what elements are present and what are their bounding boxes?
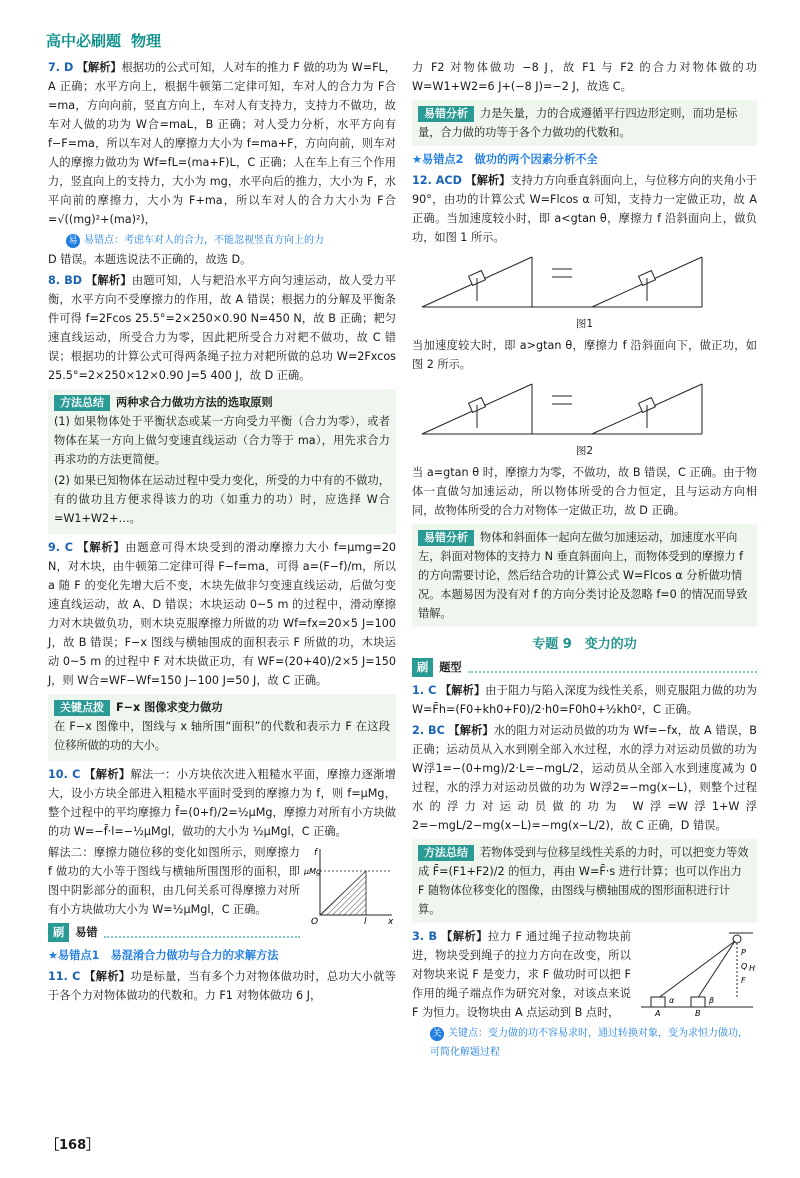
fig-label: α (669, 996, 675, 1005)
section-bar-types (412, 658, 757, 677)
box-label: 易错分析 (418, 530, 474, 546)
answer-text: 由题意可得木块受到的滑动摩擦力大小 f=μmg=20 N，对木块，由牛顿第二定律可得 F−f=ma，可得 a=(F−f)/m，所以 a 随 F 的变化先增大后不变，木块先做非匀变速直线运动，后做匀变速直线运动，故 A、D 错误；木块运动 0~5 m 的过程中，滑动摩擦力对木块做负功，则木块克服摩擦力所做的功 Wf=fx=20×5 J=100 J，故 B 错误；F−x 图线与横轴围成的面积表示 F 所做的功，木块运动 0~5 m 的过程中 F 对木块做正功，有 WF=(20+40)/2×5 J=150 J，则 W合=WF−Wf=150 J−100 J=50 J，故 C 正确。 (48, 541, 396, 687)
left-column (48, 58, 396, 1007)
tip-note: 易 易错点：考虑车对人的合力，不能忽视竖直方向上的力 (48, 231, 396, 250)
box-text: 物体和斜面体一起向左做匀加速运动，加速度水平向左，斜面对物体的支持力 N 垂直斜面向上，而物体受到的摩擦力 f 的方向需要讨论，然后结合功的计算公式 W=Flcos α 分析做功情况。本题易因为没有对 f 的方向分类讨论及忽略 f=0 的情况而导致错解。 (418, 531, 748, 620)
graph-x-tick: l (364, 917, 367, 927)
analysis-tag: 【解析】 (441, 930, 488, 943)
brush-label: 刷 (412, 658, 433, 677)
answer-number: 9. C (48, 541, 73, 554)
answer-7-conclusion: D 错误。本题选说法不正确的，故选 D。 (48, 253, 252, 266)
answer-number: 11. C (48, 970, 81, 983)
box-label: 易错分析 (418, 106, 474, 122)
analysis-tag: 【解析】 (465, 174, 511, 187)
analysis-tag: 【解析】 (85, 274, 132, 287)
subject-label: 物理 (131, 32, 162, 50)
answer-number: 2. BC (412, 724, 445, 737)
box-label: 方法总结 (418, 845, 474, 861)
box-heading: 两种求合力做功方法的选取原则 (116, 396, 273, 409)
analysis-tag: 【解析】 (439, 684, 486, 697)
answer-9 (48, 538, 396, 690)
page-number: ［168］ (46, 1138, 100, 1153)
answer-12 (412, 171, 757, 247)
fig-label: B (695, 1009, 701, 1018)
brush-label: 刷 (48, 923, 69, 942)
answer-7 (48, 58, 396, 229)
fig-label: F (741, 976, 746, 985)
key-note: 关 关键点：变力做的功不容易求时，通过转换对象，变为求恒力做功，可简化解题过程 (430, 1028, 748, 1058)
answer-text: 当 a=gtan θ 时，摩擦力为零，不做功，故 B 错误，C 正确。由于物体一直做匀加速运动，所以物体所受的合力恒定，且与运动方向相同，故物体所受的合力对物体一定做正功，故 D 正确。 (412, 466, 757, 517)
answer-text: 根据功的公式可知，人对车的推力 F 做的功为 W=FL，A 正确；水平方向上，根据牛顿第二定律可知，车对人的合力为 F合=ma，方向向前，竖直方向上，车对人有支持力，支持力不做功，故车对人做的功为 W合=maL，B 正确；对人受力分析，水平方向有 f−F=ma，所以车对人的摩擦力大小为 f=ma+F，方向向前，则车对人的摩擦力做功为 Wf=fL=(ma+F)L，C 正确；人在车上有三个作用力，竖直向上的支持力，大小为 mg，水平向后的推力，大小为 F，水平向前的摩擦力，大小为 F+ma，所以车对人的合力大小为 F合=√((mg)²+(ma)²)， (48, 61, 396, 226)
box-label: 方法总结 (54, 395, 110, 411)
box-text: (2) 如果已知物体在运动过程中受力变化，所受的力中有的不做功，有的做功且方便求得该力的功（如重力的功）时，应选择 W合=W1+W2+…。 (54, 474, 390, 525)
answer-text: 水的阻力对运动员做的功为 Wf=−fx，故 A 错误，B 正确；运动员从入水到刚全部入水过程，水的浮力对运动员做的功为 W浮1=−(0+mg)/2·L=−mgL/2，运动员从全部入水到速度减为 0 过程，水的浮力对运动员做的功为 W浮2=−mg(x−L)，则整个过程水的浮力对运动员做的功为 W浮=W浮1+W浮2=−mgL/2−mg(x−L)=−mg(x−L/2)，故 C 正确，D 错误。 (412, 724, 757, 832)
figure-caption: 图1 (575, 318, 594, 330)
analysis-tag: 【解析】 (84, 970, 131, 983)
method-summary-box (412, 839, 757, 923)
error-analysis-box (412, 524, 757, 627)
answer-3 (412, 927, 757, 1062)
box-text: (1) 如果物体处于平衡状态或某一方向受力平衡（合力为零），或者物体在某一方向上做匀变速直线运动（合力等于 ma），用先求合力再求功的方法更简便。 (54, 415, 390, 466)
box-text: 若物体受到与位移呈线性关系的力时，可以把变力等效成 F̄=(F1+F2)/2 的恒力，再由 W=F̄·s 进行计算；也可以作出力 F 随物体位移变化的图像，由图线与横轴围成的图形面积进行计算。 (418, 846, 749, 916)
graph-origin: O (311, 917, 319, 927)
answer-number: 3. B (412, 930, 437, 943)
answer-text: 当加速度较大时，即 a>gtan θ，摩擦力 f 沿斜面向下，做正功，如图 2 所示。 (412, 339, 757, 371)
friction-displacement-graph (306, 845, 396, 925)
key-icon: 关 (430, 1027, 444, 1041)
right-column (412, 58, 757, 1062)
answer-11-continued: 力 F2 对物体做功 −8 J，故 F1 与 F2 的合力对物体做的功 W=W1+W2=6 J+(−8 J)=−2 J，故选 C。 (412, 61, 757, 93)
graph-y-tick: μMg (304, 867, 322, 876)
answer-text: 解法二：摩擦力随位移的变化如图所示，则摩擦力 f 做功的大小等于图线与横轴所围图形的面积，即图中阴影部分的面积，由几何关系可得摩擦力对所有小方块做功大小为 W=½μMgl，C 正确。 (48, 846, 300, 916)
fig-label: P (741, 948, 746, 957)
answer-1 (412, 681, 757, 719)
answer-text: 功是标量，当有多个力对物体做功时，总功大小就等于各个力对物体做功的代数和。力 F1 对物体做功 6 J， (48, 970, 396, 1002)
answer-number: 12. ACD (412, 174, 462, 187)
key-point-box (48, 694, 396, 761)
method-summary-box (48, 389, 396, 534)
fig-label: H (749, 964, 756, 973)
fig-label: β (709, 996, 715, 1005)
box-text: 在 F−x 图像中，图线与 x 轴所围“面积”的代数和表示力 F 在这段位移所做的功的大小。 (54, 720, 390, 752)
analysis-tag: 【解析】 (77, 541, 126, 554)
pulley-figure (637, 927, 757, 1017)
answer-text: 拉力 F 通过绳子拉动物块前进，物块受到绳子的拉力方向在改变，所以对物块来说 F 是变力，求 F 做功时可以把 F 作用的绳子端点作为研究对象，对该点来说 F 为恒力。设物块由 A 点运动到 B 点时， (412, 930, 631, 1019)
analysis-tag: 【解析】 (84, 768, 131, 781)
tip-icon: 易 (66, 234, 80, 248)
answer-10-method-2 (48, 843, 396, 927)
graph-y-axis-label: f (314, 848, 318, 858)
error-analysis-box (412, 100, 757, 146)
box-label: 关键点拨 (54, 700, 110, 716)
answer-text: 支持力方向垂直斜面向上，与位移方向的夹角小于 90°，由功的计算公式 W=Flcos α 可知，支持力一定做正功，故 A 正确。当加速度较小时，即 a<gtan θ，摩擦力 f 沿斜面向上，做负功，如图 1 所示。 (412, 174, 757, 244)
incline-figure-2 (412, 376, 712, 440)
box-text: 力是矢量，力的合成遵循平行四边形定则，而功是标量，合力做的功等于各个力做功的代数和。 (418, 107, 738, 139)
incline-figure-1 (412, 249, 712, 313)
answer-number: 1. C (412, 684, 437, 697)
answer-text: 由题可知，人与耙沿水平方向匀速运动，故人受力平衡，水平方向不受摩擦力的作用，故 A 错误；根据力的分解及平衡条件可得 f=2Fcos 25.5°=2×250×0.90 N=450 N，故 B 正确；耙匀速直线运动，所受合力为零，因此耙所受合力对耙不做功，故 C 错误；根据功的计算公式可得两条绳子拉力对耙所做的总功 W=2Fxcos 25.5°=2×250×12×0.90 J=5 400 J，故 D 正确。 (48, 274, 396, 382)
figure-caption: 图2 (575, 445, 594, 457)
answer-10 (48, 765, 396, 841)
answer-number: 8. BD (48, 274, 83, 287)
answer-number: 7. D (48, 61, 74, 74)
error-point-heading: ★易错点2 做功的两个因素分析不全 (412, 153, 598, 166)
box-heading: F−x 图像求变力做功 (116, 701, 223, 714)
fig-label: Q (741, 962, 748, 971)
book-title: 高中必刷题 (46, 32, 122, 50)
analysis-tag: 【解析】 (76, 61, 122, 74)
graph-x-axis-label: x (388, 917, 394, 927)
error-point-heading: ★易错点1 易混淆合力做功与合力的求解方法 (48, 949, 279, 962)
fig-label: A (655, 1009, 661, 1018)
section-bar-title: 题型 (439, 661, 462, 674)
page-header (46, 30, 161, 51)
section-bar-title: 易错 (75, 926, 98, 939)
section-bar-errors (48, 923, 300, 942)
topic-title: 专题 9 变力的功 (532, 637, 637, 652)
answer-number: 10. C (48, 768, 81, 781)
answer-text: 由于阻力与陷入深度为线性关系，则克服阻力做的功为 W=F̄h=(F0+kh0+F0)/2·h0=F0h0+½kh0²，C 正确。 (412, 684, 757, 716)
analysis-tag: 【解析】 (448, 724, 494, 737)
answer-11 (48, 967, 396, 1005)
answer-8 (48, 271, 396, 385)
answer-2 (412, 721, 757, 835)
answer-text: 解法一：小方块依次进入粗糙水平面，摩擦力逐渐增大，设小方块全部进入粗糙水平面时受到的摩擦力为 f，则 f=μMg，整个过程中的平均摩擦力 f̄=(0+f)/2=½μMg，摩擦力对所有小方块做的功 W=−f̄·l=−½μMgl，做功的大小为 ½μMgl，C 正确。 (48, 768, 396, 838)
